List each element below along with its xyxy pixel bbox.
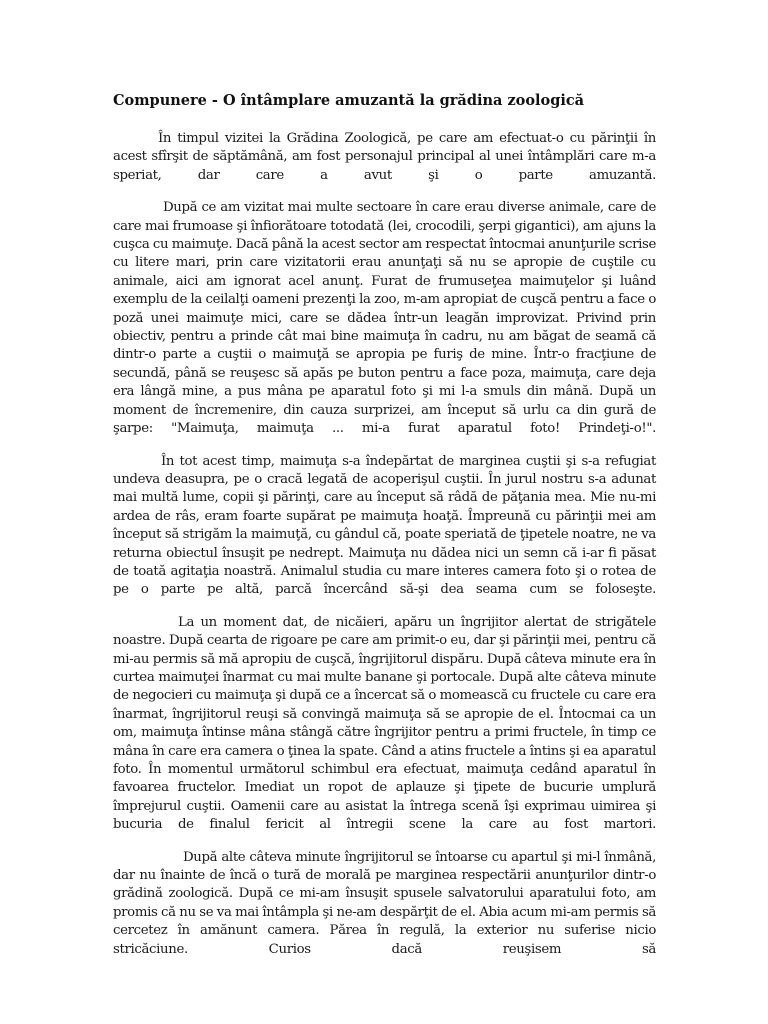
paragraph-1: În timpul vizitei la Grădina Zoologică, pe care am efectuat-o cu părinţii în acest sfîrşit de săptămână, am fost personajul principal al unei întâmplări care m-a speriat, dar care a avut şi o parte amuzantă. <box>113 131 656 183</box>
paragraph-2: După ce am vizitat mai multe sectoare în care erau diverse animale, care de care mai frumoase şi înfiorătoare totodată (lei, crocodili, şerpi gigantici), am ajuns la cuşca cu maimuţe. Dacă până la acest sector am respectat întocmai anunţurile scrise cu litere mari, prin care vizitatorii erau anunţaţi să nu se apropie de cuştile cu animale, aici am ignorat acel anunţ. Furat de frumuseţea maimuţelor şi luând exemplu de la ceilalţi oameni prezenţi la zoo, m-am apropiat de cuşcă pentru a face o poză unei maimuţe mici, care se dădea într-un leagăn improvizat. Privind prin obiectiv, pentru a prinde cât mai bine maimuţa în cadru, nu am băgat de seamă că dintr-o parte a cuştii o maimuţă se apropia pe furiş de mine. Într-o fracţiune de secundă, până se reuşesc să apăs pe buton pentru a face poza, maimuţa, care deja era lângă mine, a pus mâna pe aparatul foto şi mi l-a smuls din mână. După un moment de încremenire, din cauza surprizei, am început să urlu ca din gură de şarpe: "Maimuţa, maimuţa ... mi-a furat aparatul foto! Prindeţi-o!". <box>113 200 656 437</box>
document-title: Compunere - O întâmplare amuzantă la grădina zoologică <box>113 92 585 109</box>
paragraph-5: După alte câteva minute îngrijitorul se întoarse cu apartul şi mi-l înmână, dar nu înainte de încă o tură de morală pe marginea respectării anunţurilor dintr-o grădină zoologică. După ce mi-am însuşit spusele salvatorului aparatului foto, am promis că nu se va mai întâmpla şi ne-am despărţit de el. Abia acum mi-am permis să cercetez în amănunt camera. Părea în regulă, la exterior nu suferise nicio stricăciune. Curios dacă reuşisem să <box>113 849 656 957</box>
paragraph-4: La un moment dat, de nicăieri, apăru un îngrijitor alertat de strigătele noastre. După cearta de rigoare pe care am primit-o eu, dar şi părinţii mei, pentru că mi-au permis să mă apropiu de cuşcă, îngrijitorul dispăru. După câteva minute era în curtea maimuţei înarmat cu mai multe banane şi portocale. După alte câteva minute de negocieri cu maimuţa şi după ce a încercat să o momească cu fructele cu care era înarmat, îngrijitorul reuşi să convingă maimuţa să se apropie de el. Întocmai ca un om, maimuţa întinse mâna stângă către îngrijitor pentru a primi fructele, în timp ce mâna în care era camera o ţinea la spate. Când a atins fructele a întins şi ea aparatul foto. În momentul următorul schimbul era efectuat, maimuţa cedând aparatul în favoarea fructelor. Imediat un ropot de aplauze şi ţipete de bucurie umplură împrejurul cuştii. Oamenii care au asistat la întrega scenă îşi exprimau uimirea şi bucuria de finalul fericit al întregii scene la care au fost martori. <box>113 614 656 833</box>
paragraph-3: În tot acest timp, maimuţa s-a îndepărtat de marginea cuştii şi s-a refugiat undeva deasupra, pe o cracă legată de acoperişul cuştii. În jurul nostru s-a adunat mai multă lume, copii şi părinţi, care au început să râdă de păţania mea. Mie nu-mi ardea de râs, eram foarte supărat pe maimuţa hoaţă. Împreună cu părinţii mei am început să strigăm la maimuţă, cu gândul că, poate speriată de ţipetele noatre, ne va returna obiectul însuşit pe nedrept. Maimuţa nu dădea nici un semn că i-ar fi păsat de toată agitaţia noastră. Animalul studia cu mare interes camera foto şi o rotea de pe o parte pe altă, parcă încercând să-şi dea seama cum se foloseşte. <box>113 453 656 598</box>
